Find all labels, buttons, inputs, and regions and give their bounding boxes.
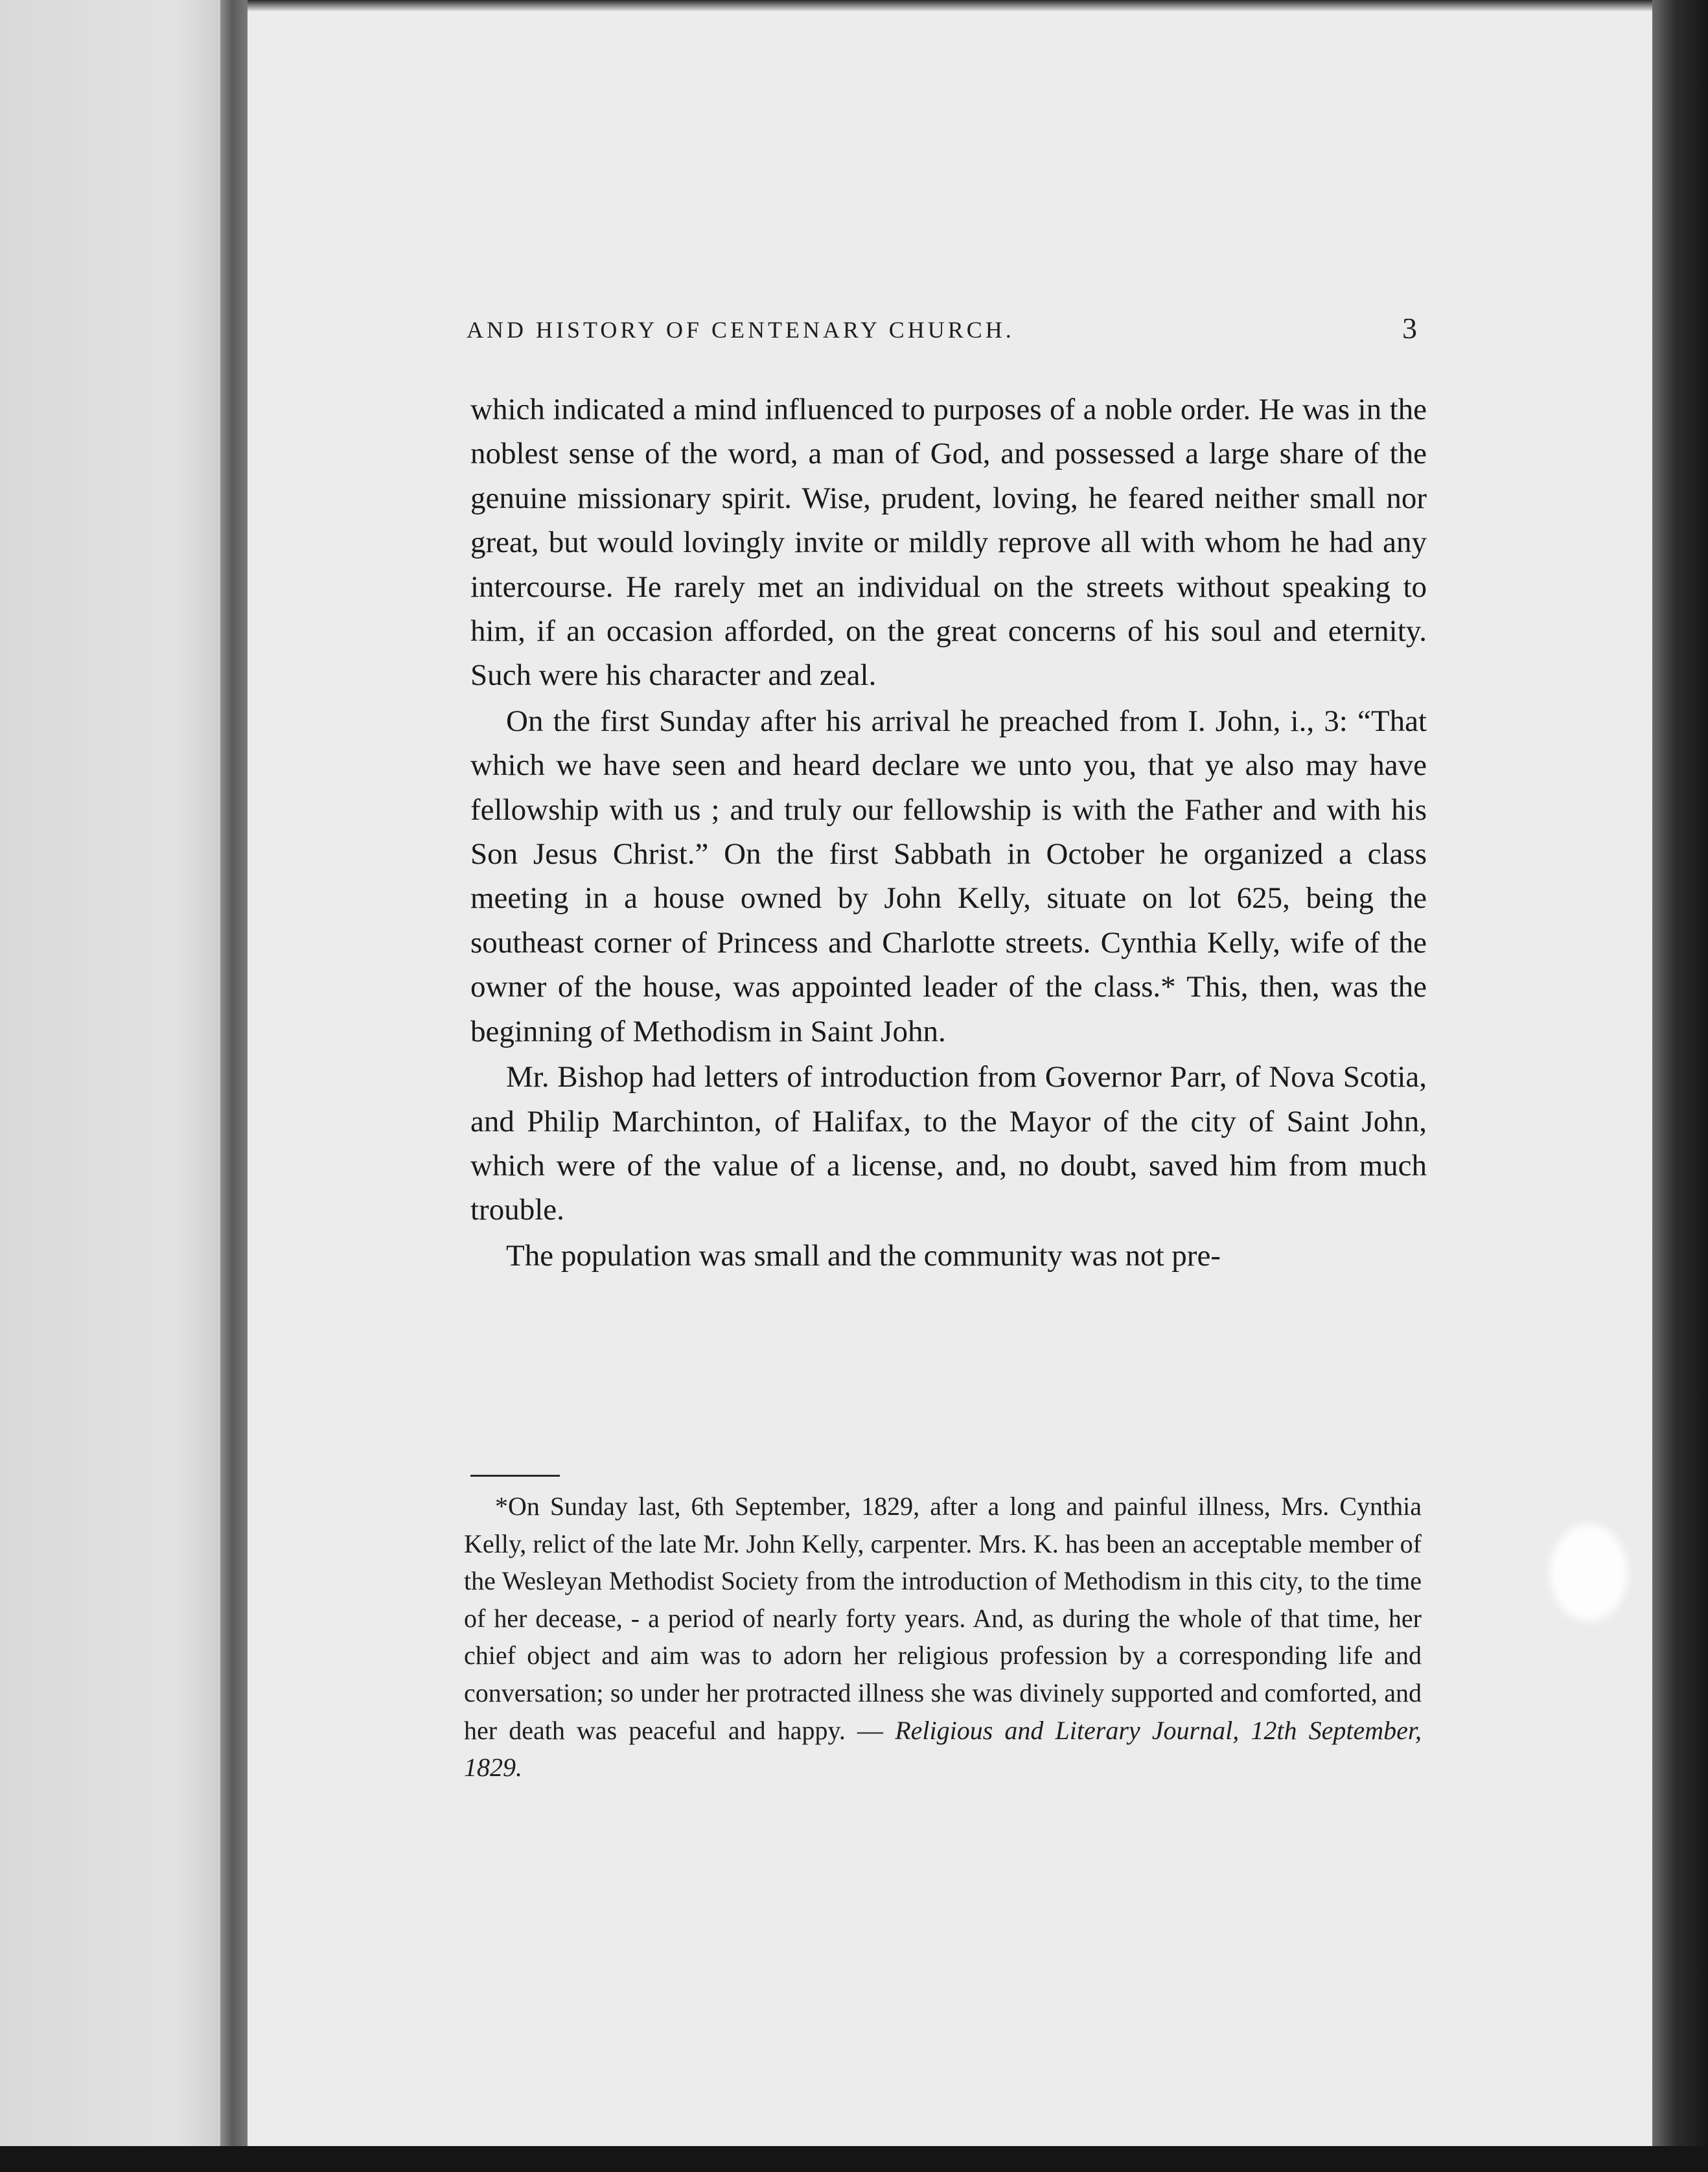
running-head: AND HISTORY OF CENTENARY CHURCH.: [467, 317, 1015, 343]
paragraph: Mr. Bishop had letters of introduction from Governor Parr, of Nova Scotia, and Philip Marchinton, of Halifax, to the Mayor of the city of Saint John, which were of the value of a license, and, no doubt, saved him from much trouble.: [470, 1060, 1427, 1227]
page-right-edge: [1652, 0, 1708, 2172]
scan-blemish: [1550, 1524, 1628, 1621]
page-bottom-edge: [0, 2146, 1708, 2172]
footnote-source: Religious and Literary Journal, 12th September, 1829.: [464, 1715, 1422, 1783]
footnote-rule: [470, 1475, 560, 1477]
paragraph: The population was small and the community was not pre-: [506, 1238, 1221, 1273]
footnote: [464, 1488, 1422, 1786]
page-number: 3: [1402, 312, 1417, 345]
page-top-shadow: [248, 0, 1652, 12]
binding-gutter: [220, 0, 248, 2172]
facing-page-edge: [0, 0, 220, 2172]
paragraph: which indicated a mind influenced to purposes of a noble order. He was in the noblest sense of the word, a man of God, and possessed a large share of the genuine missionary spirit. Wise, prudent, loving, he feared neither small nor great, but would lovingly invite or mildly reprove all with whom he had any intercourse. He rarely met an individual on the streets without speaking to him, if an occasion afforded, on the great concerns of his soul and eternity. Such were his character and zeal.: [470, 393, 1427, 693]
body-text: [470, 387, 1427, 1278]
footnote-text: *On Sunday last, 6th September, 1829, after a long and painful illness, Mrs. Cynthia Kelly, relict of the late Mr. John Kelly, carpenter. Mrs. K. has been an acceptable member of the Wesleyan Methodist Society from the introduction of Methodism in this city, to the time of her decease, - a period of nearly forty years. And, as during the whole of that time, her chief object and aim was to adorn her religious profession by a corresponding life and conversation; so under her protracted illness she was divinely supported and comforted, and her death was peaceful and happy. —: [464, 1492, 1422, 1745]
paragraph: On the first Sunday after his arrival he preached from I. John, i., 3: “That which we have seen and heard declare we unto you, that ye also may have fellowship with us ; and truly our fellowship is with the Father and with his Son Jesus Christ.” On the first Sabbath in October he organized a class meeting in a house owned by John Kelly, situate on lot 625, being the southeast corner of Princess and Charlotte streets. Cynthia Kelly, wife of the owner of the house, was appointed leader of the class.* This, then, was the beginning of Methodism in Saint John.: [470, 704, 1427, 1048]
